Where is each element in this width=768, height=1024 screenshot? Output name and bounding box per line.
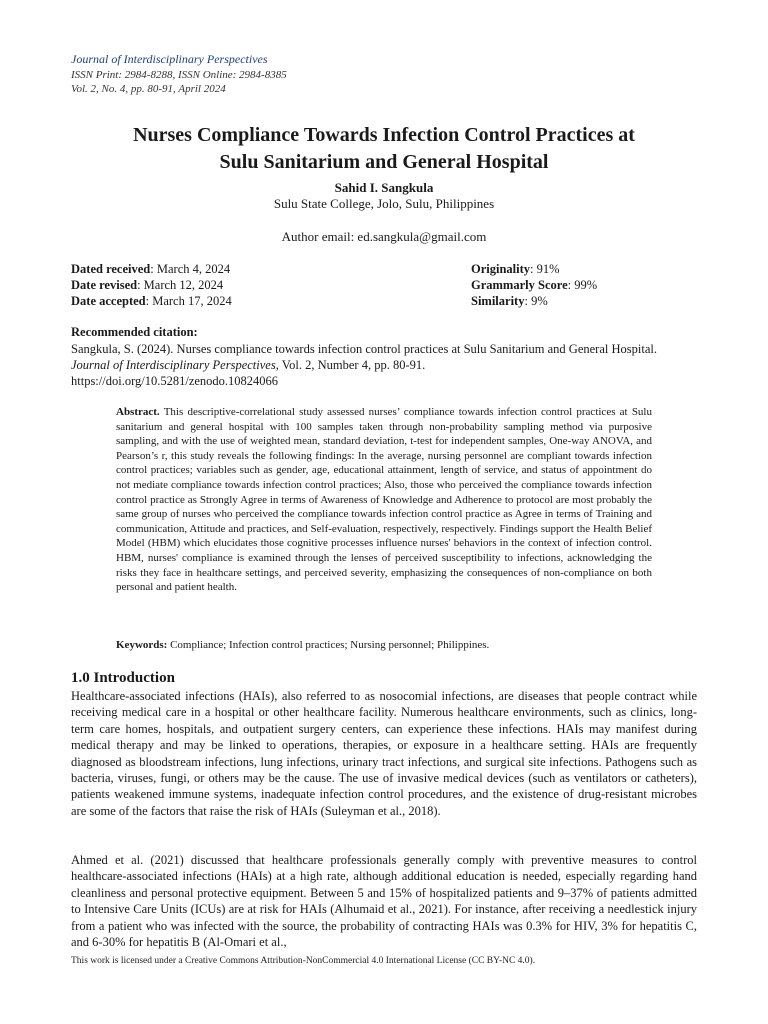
originality-value: : 91% (530, 262, 560, 276)
originality-label: Originality (471, 262, 531, 276)
revised-label: Date revised (71, 278, 138, 292)
keywords-text: Compliance; Infection control practices; Nursing personnel; Philippines. (167, 639, 490, 651)
abstract-text: This descriptive-correlational study assessed nurses’ compliance towards infection control practices at Sulu sanitarium and general hospital with 100 samples taken through non-probability sampling method via purposive sampling, and with the use of weighted mean, standard deviation, t-test for independent samples, One-way ANOVA, and Pearson’s r, this study reveals the following findings: In the average, nursing personnel are compliant towards infection control practices; variables such as gender, age, educational attainment, length of service, and status of appointment do not mediate compliance towards infection control practices; Also, those who perceived the compliance towards infection control practice as Strongly Agree in terms of Awareness of Knowledge and Adherence to protocol are most probably the same group of nurses who perceived the compliance towards infection control practice as Agree in terms of Training and communication, Attitude and practices, and Self-evaluation, respectively, respectively. Findings support the Health Belief Model (HBM) which elucidates those cognitive processes influence nurses' behaviors in the context of infection control. HBM, nurses' compliance is examined through the lenses of perceived susceptibility to infections, acknowledging the risks they face in healthcare settings, and perceived severity, emphasizing the consequences of non-compliance on both personal and patient health. (116, 406, 652, 594)
citation-heading: Recommended citation: (71, 325, 198, 339)
dates-block (71, 261, 232, 309)
citation-journal: Journal of Interdisciplinary Perspectives (71, 358, 276, 372)
citation-text-b: , Vol. 2, Number 4, pp. 80-91. (275, 358, 426, 372)
grammarly-value: : 99% (567, 278, 598, 292)
abstract-label: Abstract. (116, 406, 160, 418)
author-email: Author email: ed.sangkula@gmail.com (281, 229, 487, 244)
keywords (116, 638, 652, 652)
citation-text-a: Sangkula, S. (2024). Nurses compliance towards infection control practices at Sulu Sanitarium and General Hospital. (71, 342, 657, 356)
accepted-date: : March 17, 2024 (145, 294, 232, 308)
journal-name: Journal of Interdisciplinary Perspectives (71, 52, 268, 66)
intro-paragraph-1: Healthcare-associated infections (HAIs), also referred to as nosocomial infections, are diseases that people contract while receiving medical care in a hospital or other healthcare facility. Numerous healthcare environments, such as clinics, long-term care homes, hospitals, and outpatient surgery centers, can experience these infections. HAIs may manifest during medical therapy and may be linked to operations, therapies, or exposure in a healthcare setting. HAIs are frequently diagnosed as bloodstream infections, lung infections, urinary tract infections, and surgical site infections. Pathogens such as bacteria, viruses, fungi, or others may be the cause. The use of invasive medical devices (such as ventilators or catheters), patients weakened immune systems, inadequate infection control procedures, and the existence of drug-resistant microbes are some of the factors that raise the risk of HAIs (Suleyman et al., 2018). (71, 689, 697, 818)
title-line-1: Nurses Compliance Towards Infection Control Practices at (133, 124, 635, 146)
similarity-label: Similarity (471, 294, 525, 308)
grammarly-label: Grammarly Score (471, 278, 568, 292)
accepted-label: Date accepted (71, 294, 146, 308)
scores-block (471, 261, 597, 309)
paper-title (60, 122, 708, 176)
author-affiliation: Sulu State College, Jolo, Sulu, Philippines (273, 196, 495, 211)
keywords-label: Keywords: (116, 639, 168, 651)
title-line-2: Sulu Sanitarium and General Hospital (219, 151, 549, 173)
issn-line: ISSN Print: 2984-8288, ISSN Online: 2984-8385 (71, 69, 287, 81)
citation-doi-link[interactable]: https://doi.org/10.5281/zenodo.10824066 (71, 374, 279, 388)
license-footer: This work is licensed under a Creative Commons Attribution-NonCommercial 4.0 International License (CC BY-NC 4.0). (71, 956, 536, 966)
abstract (116, 405, 652, 595)
citation-text (71, 341, 697, 389)
volume-line: Vol. 2, No. 4, pp. 80-91, April 2024 (71, 83, 226, 95)
similarity-value: : 9% (524, 294, 548, 308)
intro-paragraph-2: Ahmed et al. (2021) discussed that healthcare professionals generally comply with preventive measures to control healthcare-associated infections (HAIs) at a high rate, although additional education is needed, especially regarding hand cleanliness and personal protective equipment. Between 5 and 15% of hospitalized patients and 9–37% of patients admitted to Intensive Care Units (ICUs) are at risk for HAIs (Alhumaid et al., 2021). For instance, after receiving a needlestick injury from a patient who was infected with the source, the probability of contracting HAIs was 0.3% for HIV, 3% for hepatitis C, and 6-30% for hepatitis B (Al-Omari et al., (71, 853, 697, 950)
received-label: Dated received (71, 262, 151, 276)
author-name: Sahid I. Sangkula (334, 180, 434, 195)
received-date: : March 4, 2024 (150, 262, 231, 276)
revised-date: : March 12, 2024 (137, 278, 224, 292)
section-heading: 1.0 Introduction (71, 670, 175, 686)
